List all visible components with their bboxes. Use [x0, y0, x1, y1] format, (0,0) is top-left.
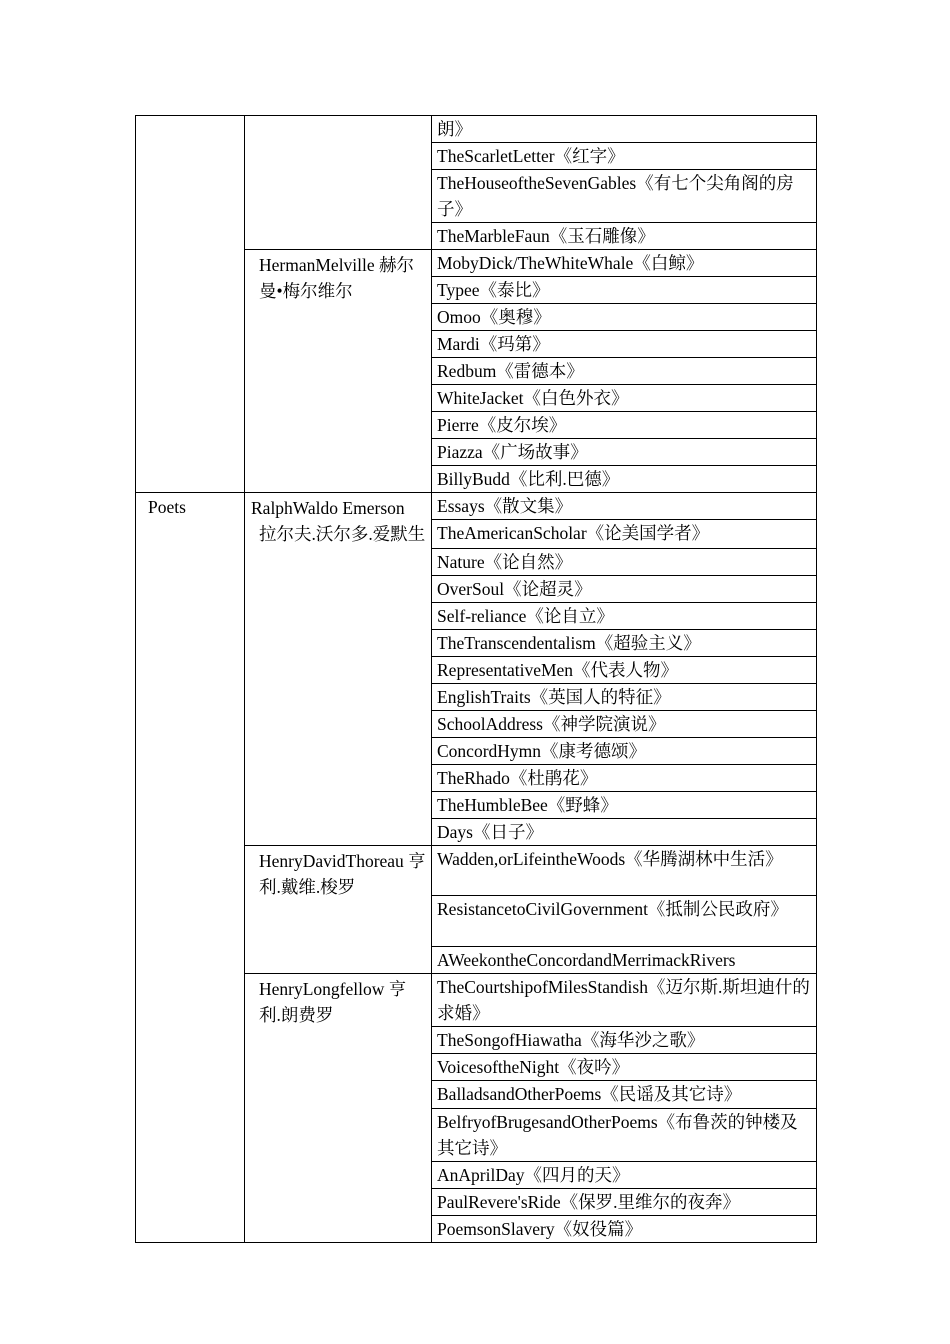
group-cell: Poets — [136, 493, 245, 1243]
work-title-cell: AnAprilDay《四月的天》 — [432, 1162, 817, 1189]
work-title-cell: Essays《散文集》 — [432, 493, 817, 520]
author-name-line: 拉尔夫.沃尔多.爱默生 — [259, 524, 426, 544]
author-cell — [245, 250, 432, 493]
work-title-cell: TheScarletLetter《红字》 — [432, 143, 817, 170]
work-title-cell: Pierre《皮尔埃》 — [432, 412, 817, 439]
work-title-cell: WhiteJacket《白色外衣》 — [432, 385, 817, 412]
work-title-cell: Typee《泰比》 — [432, 277, 817, 304]
author-cell — [245, 974, 432, 1243]
work-title-cell: TheAmericanScholar《论美国学者》 — [432, 520, 817, 549]
works-table — [135, 115, 817, 1243]
work-title-cell: PoemsonSlavery《奴役篇》 — [432, 1216, 817, 1243]
author-cell — [245, 846, 432, 974]
work-title-cell: Nature《论自然》 — [432, 549, 817, 576]
work-title-cell: Redbum《雷德本》 — [432, 358, 817, 385]
table-row — [136, 116, 817, 143]
work-title-cell: RepresentativeMen《代表人物》 — [432, 657, 817, 684]
work-title-cell: MobyDick/TheWhiteWhale《白鲸》 — [432, 250, 817, 277]
work-title-cell: PaulRevere'sRide《保罗.里维尔的夜奔》 — [432, 1189, 817, 1216]
work-title-cell: TheHumbleBee《野蜂》 — [432, 792, 817, 819]
works-table-body — [136, 116, 817, 1243]
author-name-line: RalphWaldo Emerson — [251, 498, 405, 518]
table-row — [136, 493, 817, 520]
work-title-cell: BalladsandOtherPoems《民谣及其它诗》 — [432, 1081, 817, 1109]
work-title-cell: BelfryofBrugesandOtherPoems《布鲁茨的钟楼及其它诗》 — [432, 1109, 817, 1162]
author-cell — [245, 116, 432, 250]
work-title-cell: TheSongofHiawatha《海华沙之歌》 — [432, 1027, 817, 1054]
work-title-cell: 朗》 — [432, 116, 817, 143]
work-title-cell: Omoo《奥穆》 — [432, 304, 817, 331]
group-cell — [136, 116, 245, 493]
author-name-line: HermanMelville 赫尔曼•梅尔维尔 — [259, 255, 415, 301]
author-cell — [245, 493, 432, 846]
work-title-cell: AWeekontheConcordandMerrimackRivers — [432, 947, 817, 974]
author-name-line: HenryDavidThoreau 亨利.戴维.梭罗 — [259, 851, 426, 897]
work-title-cell: TheHouseoftheSevenGables《有七个尖角阁的房子》 — [432, 170, 817, 223]
work-title-cell: BillyBudd《比利.巴德》 — [432, 466, 817, 493]
work-title-cell: ConcordHymn《康考德颂》 — [432, 738, 817, 765]
work-title-cell: EnglishTraits《英国人的特征》 — [432, 684, 817, 711]
work-title-cell: Wadden,orLifeintheWoods《华腾湖林中生活》 — [432, 846, 817, 896]
work-title-cell: TheRhado《杜鹃花》 — [432, 765, 817, 792]
work-title-cell: Self-reliance《论自立》 — [432, 603, 817, 630]
author-name-line: HenryLongfellow 亨利.朗费罗 — [259, 979, 407, 1025]
work-title-cell: VoicesoftheNight《夜吟》 — [432, 1054, 817, 1081]
work-title-cell: TheCourtshipofMilesStandish《迈尔斯.斯坦迪什的求婚》 — [432, 974, 817, 1027]
work-title-cell: Mardi《玛第》 — [432, 331, 817, 358]
work-title-cell: SchoolAddress《神学院演说》 — [432, 711, 817, 738]
work-title-cell: OverSoul《论超灵》 — [432, 576, 817, 603]
work-title-cell: Piazza《广场故事》 — [432, 439, 817, 466]
work-title-cell: TheTranscendentalism《超验主义》 — [432, 630, 817, 657]
work-title-cell: TheMarbleFaun《玉石雕像》 — [432, 223, 817, 250]
work-title-cell: Days《日子》 — [432, 819, 817, 846]
work-title-cell: ResistancetoCivilGovernment《抵制公民政府》 — [432, 896, 817, 947]
